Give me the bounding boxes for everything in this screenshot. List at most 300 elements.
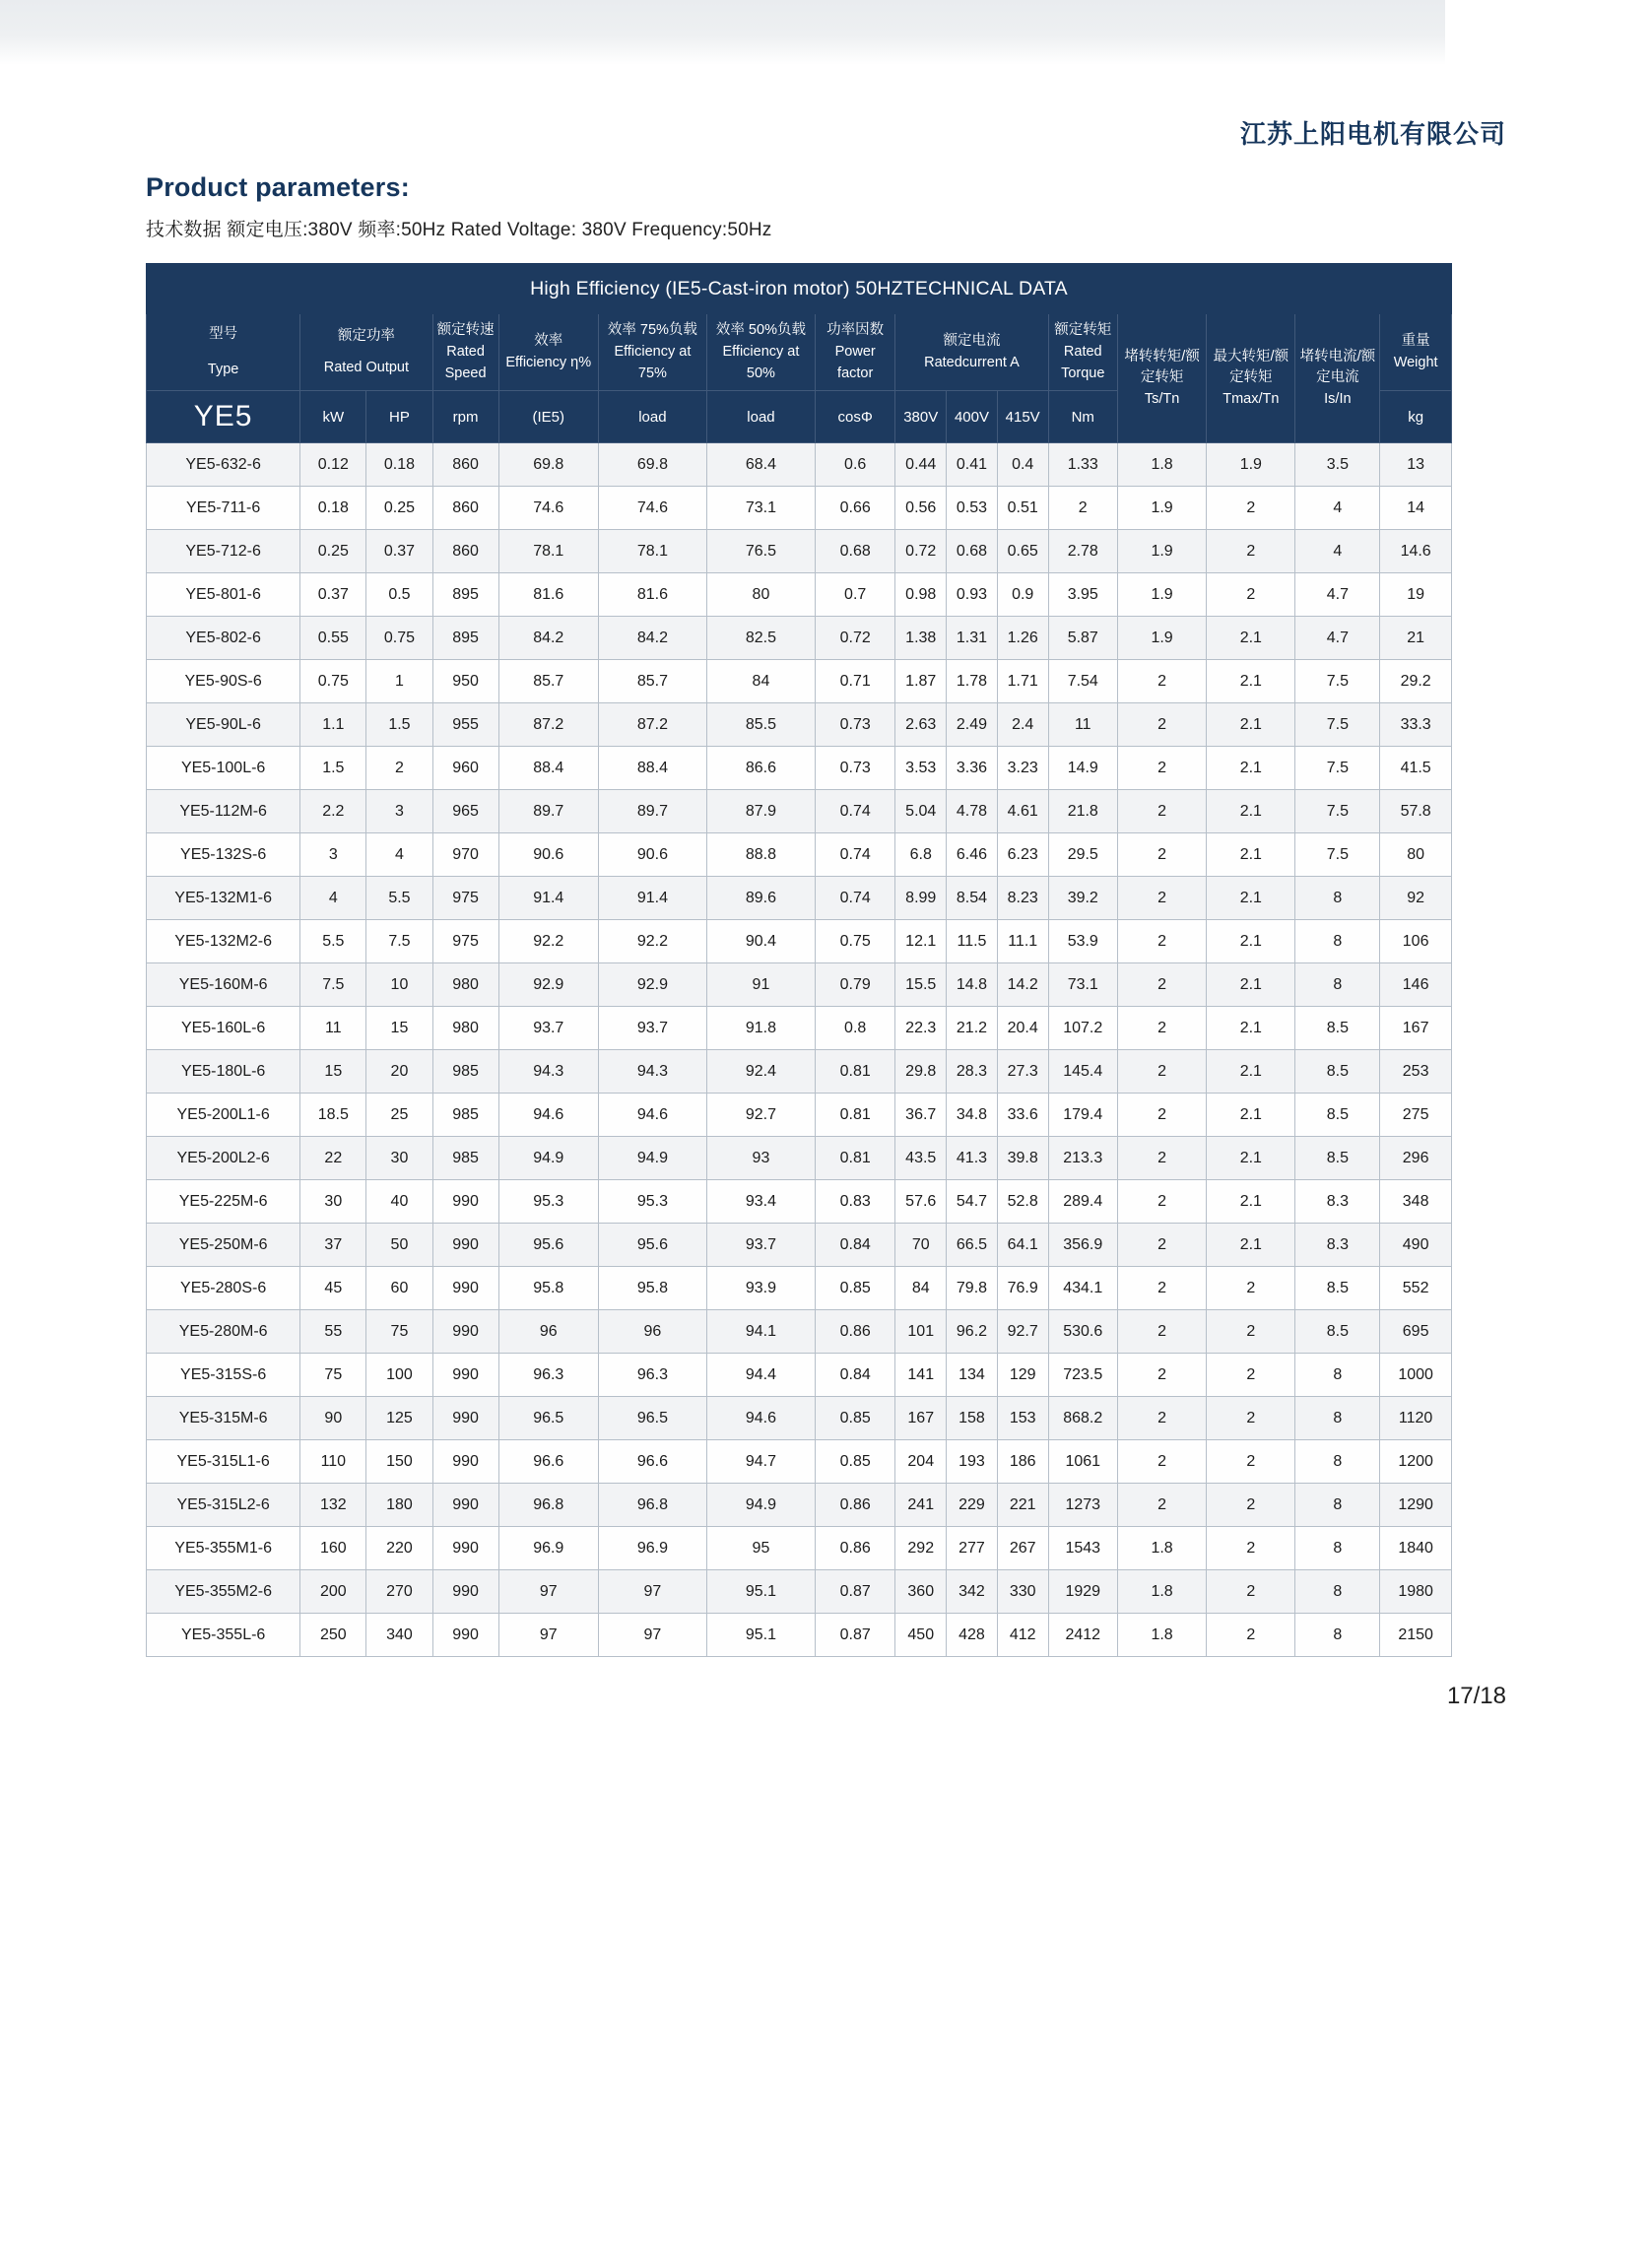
table-cell: 0.71 bbox=[815, 660, 894, 703]
table-row bbox=[147, 617, 1452, 660]
table-cell: 1.31 bbox=[947, 617, 998, 660]
table-cell: 69.8 bbox=[598, 443, 706, 487]
table-row bbox=[147, 1137, 1452, 1180]
table-cell: 8 bbox=[1295, 920, 1380, 963]
table-cell: 2 bbox=[1117, 1397, 1206, 1440]
table-cell: 2.63 bbox=[895, 703, 947, 747]
table-cell: 94.4 bbox=[706, 1354, 815, 1397]
table-cell: 14 bbox=[1380, 487, 1452, 530]
cell-type: YE5-280S-6 bbox=[147, 1267, 300, 1310]
table-cell: 1840 bbox=[1380, 1527, 1452, 1570]
unit-power-factor: cosΦ bbox=[815, 391, 894, 443]
header-ts-tn: 堵转转矩/额定转矩 Ts/Tn bbox=[1117, 314, 1206, 443]
table-cell: 0.12 bbox=[300, 443, 366, 487]
table-cell: 95.1 bbox=[706, 1570, 815, 1614]
table-cell: 132 bbox=[300, 1484, 366, 1527]
table-cell: 18.5 bbox=[300, 1094, 366, 1137]
table-cell: 3.53 bbox=[895, 747, 947, 790]
table-cell: 55 bbox=[300, 1310, 366, 1354]
table-cell: 330 bbox=[997, 1570, 1048, 1614]
table-cell: 93.9 bbox=[706, 1267, 815, 1310]
table-cell: 0.74 bbox=[815, 833, 894, 877]
table-cell: 2.1 bbox=[1207, 877, 1295, 920]
table-cell: 1.87 bbox=[895, 660, 947, 703]
table-cell: 530.6 bbox=[1048, 1310, 1117, 1354]
table-cell: 145.4 bbox=[1048, 1050, 1117, 1094]
table-cell: 6.46 bbox=[947, 833, 998, 877]
table-cell: 2 bbox=[1117, 1440, 1206, 1484]
table-cell: 95.8 bbox=[498, 1267, 598, 1310]
unit-torque: Nm bbox=[1048, 391, 1117, 443]
table-cell: 90.6 bbox=[498, 833, 598, 877]
table-cell: 895 bbox=[432, 617, 498, 660]
table-cell: 5.87 bbox=[1048, 617, 1117, 660]
table-cell: 15 bbox=[366, 1007, 432, 1050]
table-cell: 4 bbox=[1295, 487, 1380, 530]
table-cell: 990 bbox=[432, 1527, 498, 1570]
table-cell: 1.78 bbox=[947, 660, 998, 703]
table-cell: 4.61 bbox=[997, 790, 1048, 833]
table-cell: 0.86 bbox=[815, 1484, 894, 1527]
table-cell: 41.5 bbox=[1380, 747, 1452, 790]
header-is-in: 堵转电流/额定电流 Is/In bbox=[1295, 314, 1380, 443]
table-cell: 0.74 bbox=[815, 790, 894, 833]
table-cell: 21.2 bbox=[947, 1007, 998, 1050]
table-cell: 296 bbox=[1380, 1137, 1452, 1180]
table-cell: 1290 bbox=[1380, 1484, 1452, 1527]
table-cell: 92.9 bbox=[498, 963, 598, 1007]
table-cell: 975 bbox=[432, 920, 498, 963]
table-cell: 8.5 bbox=[1295, 1050, 1380, 1094]
table-cell: 34.8 bbox=[947, 1094, 998, 1137]
cell-type: YE5-315L2-6 bbox=[147, 1484, 300, 1527]
table-cell: 80 bbox=[1380, 833, 1452, 877]
table-cell: 125 bbox=[366, 1397, 432, 1440]
table-cell: 985 bbox=[432, 1137, 498, 1180]
table-cell: 5.04 bbox=[895, 790, 947, 833]
table-cell: 30 bbox=[300, 1180, 366, 1224]
table-cell: 89.7 bbox=[498, 790, 598, 833]
table-cell: 8 bbox=[1295, 1570, 1380, 1614]
table-cell: 253 bbox=[1380, 1050, 1452, 1094]
table-cell: 2.1 bbox=[1207, 747, 1295, 790]
table-cell: 0.51 bbox=[997, 487, 1048, 530]
table-cell: 95.8 bbox=[598, 1267, 706, 1310]
table-cell: 8.5 bbox=[1295, 1094, 1380, 1137]
table-cell: 1.33 bbox=[1048, 443, 1117, 487]
table-cell: 348 bbox=[1380, 1180, 1452, 1224]
table-cell: 84 bbox=[706, 660, 815, 703]
table-cell: 4 bbox=[300, 877, 366, 920]
table-cell: 88.4 bbox=[598, 747, 706, 790]
table-cell: 94.6 bbox=[498, 1094, 598, 1137]
technical-data-table bbox=[146, 263, 1452, 1657]
table-cell: 1.9 bbox=[1117, 487, 1206, 530]
table-cell: 965 bbox=[432, 790, 498, 833]
table-cell: 96.9 bbox=[598, 1527, 706, 1570]
table-row bbox=[147, 1094, 1452, 1137]
table-cell: 552 bbox=[1380, 1267, 1452, 1310]
table-cell: 13 bbox=[1380, 443, 1452, 487]
table-cell: 90 bbox=[300, 1397, 366, 1440]
table-cell: 94.1 bbox=[706, 1310, 815, 1354]
table-cell: 1929 bbox=[1048, 1570, 1117, 1614]
table-cell: 342 bbox=[947, 1570, 998, 1614]
table-cell: 2 bbox=[1117, 747, 1206, 790]
table-cell: 1.71 bbox=[997, 660, 1048, 703]
table-cell: 990 bbox=[432, 1484, 498, 1527]
table-cell: 0.7 bbox=[815, 573, 894, 617]
table-cell: 860 bbox=[432, 443, 498, 487]
unit-weight: kg bbox=[1380, 391, 1452, 443]
cell-type: YE5-160M-6 bbox=[147, 963, 300, 1007]
cell-type: YE5-200L1-6 bbox=[147, 1094, 300, 1137]
table-cell: 92.2 bbox=[498, 920, 598, 963]
table-cell: 4.7 bbox=[1295, 617, 1380, 660]
table-cell: 2 bbox=[1117, 1050, 1206, 1094]
table-cell: 0.44 bbox=[895, 443, 947, 487]
header-rated-current: 额定电流 Ratedcurrent A bbox=[895, 314, 1048, 391]
table-cell: 1061 bbox=[1048, 1440, 1117, 1484]
table-cell: 1.8 bbox=[1117, 1527, 1206, 1570]
table-cell: 92.7 bbox=[997, 1310, 1048, 1354]
table-cell: 2 bbox=[1207, 1484, 1295, 1527]
table-cell: 6.8 bbox=[895, 833, 947, 877]
table-cell: 0.75 bbox=[815, 920, 894, 963]
table-cell: 8 bbox=[1295, 963, 1380, 1007]
table-cell: 2 bbox=[1117, 1094, 1206, 1137]
table-cell: 1.1 bbox=[300, 703, 366, 747]
table-cell: 270 bbox=[366, 1570, 432, 1614]
table-cell: 3 bbox=[300, 833, 366, 877]
table-cell: 28.3 bbox=[947, 1050, 998, 1094]
table-row bbox=[147, 747, 1452, 790]
table-cell: 84.2 bbox=[598, 617, 706, 660]
unit-rpm: rpm bbox=[432, 391, 498, 443]
table-cell: 7.5 bbox=[1295, 747, 1380, 790]
table-cell: 96.9 bbox=[498, 1527, 598, 1570]
table-cell: 2 bbox=[1207, 1440, 1295, 1484]
table-row bbox=[147, 1224, 1452, 1267]
table-cell: 14.2 bbox=[997, 963, 1048, 1007]
table-cell: 275 bbox=[1380, 1094, 1452, 1137]
table-row bbox=[147, 573, 1452, 617]
table-cell: 52.8 bbox=[997, 1180, 1048, 1224]
table-cell: 950 bbox=[432, 660, 498, 703]
table-cell: 45 bbox=[300, 1267, 366, 1310]
table-cell: 81.6 bbox=[598, 573, 706, 617]
cell-type: YE5-200L2-6 bbox=[147, 1137, 300, 1180]
table-cell: 41.3 bbox=[947, 1137, 998, 1180]
header-rated-torque: 额定转矩 Rated Torque bbox=[1048, 314, 1117, 391]
unit-current-400v: 400V bbox=[947, 391, 998, 443]
table-cell: 0.65 bbox=[997, 530, 1048, 573]
table-cell: 1.5 bbox=[300, 747, 366, 790]
table-cell: 57.8 bbox=[1380, 790, 1452, 833]
table-cell: 0.68 bbox=[947, 530, 998, 573]
table-cell: 85.7 bbox=[498, 660, 598, 703]
table-row bbox=[147, 1354, 1452, 1397]
table-cell: 2.4 bbox=[997, 703, 1048, 747]
unit-efficiency: (IE5) bbox=[498, 391, 598, 443]
table-cell: 200 bbox=[300, 1570, 366, 1614]
table-cell: 2.1 bbox=[1207, 920, 1295, 963]
table-cell: 94.6 bbox=[598, 1094, 706, 1137]
table-cell: 0.68 bbox=[815, 530, 894, 573]
table-cell: 14.9 bbox=[1048, 747, 1117, 790]
table-cell: 1.9 bbox=[1117, 573, 1206, 617]
table-cell: 860 bbox=[432, 487, 498, 530]
table-cell: 40 bbox=[366, 1180, 432, 1224]
table-cell: 95.3 bbox=[498, 1180, 598, 1224]
table-cell: 0.25 bbox=[366, 487, 432, 530]
table-cell: 21.8 bbox=[1048, 790, 1117, 833]
cell-type: YE5-250M-6 bbox=[147, 1224, 300, 1267]
table-cell: 8.5 bbox=[1295, 1267, 1380, 1310]
table-cell: 990 bbox=[432, 1354, 498, 1397]
table-cell: 990 bbox=[432, 1180, 498, 1224]
table-cell: 2 bbox=[1207, 1267, 1295, 1310]
table-row bbox=[147, 790, 1452, 833]
table-row bbox=[147, 1527, 1452, 1570]
table-cell: 96.6 bbox=[598, 1440, 706, 1484]
table-cell: 2.1 bbox=[1207, 963, 1295, 1007]
table-cell: 8 bbox=[1295, 1440, 1380, 1484]
table-cell: 0.84 bbox=[815, 1354, 894, 1397]
table-cell: 960 bbox=[432, 747, 498, 790]
table-cell: 21 bbox=[1380, 617, 1452, 660]
table-cell: 0.85 bbox=[815, 1267, 894, 1310]
table-cell: 990 bbox=[432, 1224, 498, 1267]
table-cell: 0.81 bbox=[815, 1137, 894, 1180]
table-cell: 107.2 bbox=[1048, 1007, 1117, 1050]
table-cell: 94.3 bbox=[598, 1050, 706, 1094]
table-cell: 92.7 bbox=[706, 1094, 815, 1137]
table-cell: 1543 bbox=[1048, 1527, 1117, 1570]
table-cell: 69.8 bbox=[498, 443, 598, 487]
table-cell: 79.8 bbox=[947, 1267, 998, 1310]
table-cell: 94.9 bbox=[498, 1137, 598, 1180]
table-cell: 1.8 bbox=[1117, 443, 1206, 487]
table-row bbox=[147, 877, 1452, 920]
table-cell: 84 bbox=[895, 1267, 947, 1310]
table-cell: 90.6 bbox=[598, 833, 706, 877]
table-cell: 146 bbox=[1380, 963, 1452, 1007]
table-cell: 975 bbox=[432, 877, 498, 920]
table-cell: 78.1 bbox=[498, 530, 598, 573]
cell-type: YE5-711-6 bbox=[147, 487, 300, 530]
table-cell: 2 bbox=[1117, 920, 1206, 963]
table-cell: 29.5 bbox=[1048, 833, 1117, 877]
table-cell: 7.5 bbox=[300, 963, 366, 1007]
table-cell: 3.5 bbox=[1295, 443, 1380, 487]
table-cell: 0.25 bbox=[300, 530, 366, 573]
table-cell: 82.5 bbox=[706, 617, 815, 660]
table-cell: 29.8 bbox=[895, 1050, 947, 1094]
table-cell: 85.7 bbox=[598, 660, 706, 703]
table-cell: 3.36 bbox=[947, 747, 998, 790]
company-name: 江苏上阳电机有限公司 bbox=[1239, 119, 1506, 149]
table-cell: 2.1 bbox=[1207, 833, 1295, 877]
table-cell: 985 bbox=[432, 1094, 498, 1137]
table-cell: 2.1 bbox=[1207, 617, 1295, 660]
table-cell: 186 bbox=[997, 1440, 1048, 1484]
cell-type: YE5-712-6 bbox=[147, 530, 300, 573]
table-cell: 96.5 bbox=[598, 1397, 706, 1440]
table-cell: 160 bbox=[300, 1527, 366, 1570]
cell-type: YE5-180L-6 bbox=[147, 1050, 300, 1094]
table-cell: 0.84 bbox=[815, 1224, 894, 1267]
table-cell: 2 bbox=[1207, 1527, 1295, 1570]
cell-type: YE5-315L1-6 bbox=[147, 1440, 300, 1484]
table-cell: 0.66 bbox=[815, 487, 894, 530]
table-cell: 141 bbox=[895, 1354, 947, 1397]
table-cell: 2.1 bbox=[1207, 1224, 1295, 1267]
table-cell: 695 bbox=[1380, 1310, 1452, 1354]
table-cell: 53.9 bbox=[1048, 920, 1117, 963]
cell-type: YE5-355M2-6 bbox=[147, 1570, 300, 1614]
table-cell: 89.6 bbox=[706, 877, 815, 920]
unit-efficiency-75: load bbox=[598, 391, 706, 443]
table-cell: 2 bbox=[1207, 1614, 1295, 1657]
table-cell: 91.4 bbox=[598, 877, 706, 920]
table-cell: 95.6 bbox=[498, 1224, 598, 1267]
table-cell: 11.5 bbox=[947, 920, 998, 963]
table-row bbox=[147, 1484, 1452, 1527]
table-cell: 2 bbox=[1048, 487, 1117, 530]
table-cell: 2 bbox=[1117, 877, 1206, 920]
table-cell: 8.54 bbox=[947, 877, 998, 920]
table-cell: 19 bbox=[1380, 573, 1452, 617]
table-cell: 3.23 bbox=[997, 747, 1048, 790]
table-cell: 2412 bbox=[1048, 1614, 1117, 1657]
table-cell: 96.5 bbox=[498, 1397, 598, 1440]
header-efficiency-50: 效率 50%负载 Efficiency at 50% bbox=[706, 314, 815, 391]
table-cell: 868.2 bbox=[1048, 1397, 1117, 1440]
table-cell: 7.5 bbox=[1295, 660, 1380, 703]
header-rated-speed: 额定转速 Rated Speed bbox=[432, 314, 498, 391]
table-cell: 2.2 bbox=[300, 790, 366, 833]
table-cell: 1.38 bbox=[895, 617, 947, 660]
table-cell: 428 bbox=[947, 1614, 998, 1657]
table-cell: 7.54 bbox=[1048, 660, 1117, 703]
table-cell: 0.18 bbox=[366, 443, 432, 487]
unit-hp: HP bbox=[366, 391, 432, 443]
table-cell: 0.6 bbox=[815, 443, 894, 487]
table-cell: 0.56 bbox=[895, 487, 947, 530]
table-cell: 66.5 bbox=[947, 1224, 998, 1267]
table-cell: 1.5 bbox=[366, 703, 432, 747]
table-cell: 54.7 bbox=[947, 1180, 998, 1224]
table-cell: 22 bbox=[300, 1137, 366, 1180]
table-cell: 37 bbox=[300, 1224, 366, 1267]
cell-type: YE5-90L-6 bbox=[147, 703, 300, 747]
table-cell: 0.73 bbox=[815, 703, 894, 747]
table-cell: 0.41 bbox=[947, 443, 998, 487]
table-cell: 33.6 bbox=[997, 1094, 1048, 1137]
cell-type: YE5-100L-6 bbox=[147, 747, 300, 790]
unit-efficiency-50: load bbox=[706, 391, 815, 443]
table-body bbox=[147, 443, 1452, 1657]
table-cell: 193 bbox=[947, 1440, 998, 1484]
table-cell: 92.2 bbox=[598, 920, 706, 963]
table-cell: 95.6 bbox=[598, 1224, 706, 1267]
table-cell: 91.4 bbox=[498, 877, 598, 920]
table-cell: 93 bbox=[706, 1137, 815, 1180]
table-cell: 204 bbox=[895, 1440, 947, 1484]
table-cell: 292 bbox=[895, 1527, 947, 1570]
unit-current-380v: 380V bbox=[895, 391, 947, 443]
table-cell: 87.9 bbox=[706, 790, 815, 833]
table-cell: 153 bbox=[997, 1397, 1048, 1440]
table-cell: 2 bbox=[366, 747, 432, 790]
table-row bbox=[147, 1310, 1452, 1354]
cell-type: YE5-225M-6 bbox=[147, 1180, 300, 1224]
table-cell: 96.8 bbox=[598, 1484, 706, 1527]
cell-type: YE5-801-6 bbox=[147, 573, 300, 617]
table-cell: 96 bbox=[598, 1310, 706, 1354]
table-cell: 0.74 bbox=[815, 877, 894, 920]
table-cell: 89.7 bbox=[598, 790, 706, 833]
table-cell: 97 bbox=[498, 1570, 598, 1614]
table-cell: 1273 bbox=[1048, 1484, 1117, 1527]
cell-type: YE5-112M-6 bbox=[147, 790, 300, 833]
table-cell: 15 bbox=[300, 1050, 366, 1094]
table-cell: 110 bbox=[300, 1440, 366, 1484]
table-cell: 158 bbox=[947, 1397, 998, 1440]
table-cell: 1120 bbox=[1380, 1397, 1452, 1440]
page-title: Product parameters: bbox=[146, 172, 410, 202]
table-cell: 78.1 bbox=[598, 530, 706, 573]
table-cell: 0.79 bbox=[815, 963, 894, 1007]
table-cell: 20.4 bbox=[997, 1007, 1048, 1050]
table-cell: 0.73 bbox=[815, 747, 894, 790]
brand-cell: YE5 bbox=[147, 391, 300, 443]
table-cell: 990 bbox=[432, 1614, 498, 1657]
table-row bbox=[147, 1267, 1452, 1310]
table-cell: 2.1 bbox=[1207, 790, 1295, 833]
table-cell: 990 bbox=[432, 1310, 498, 1354]
table-cell: 96.8 bbox=[498, 1484, 598, 1527]
table-cell: 229 bbox=[947, 1484, 998, 1527]
table-cell: 87.2 bbox=[498, 703, 598, 747]
page-number: 17/18 bbox=[1446, 1683, 1506, 1710]
table-cell: 8.5 bbox=[1295, 1310, 1380, 1354]
cell-type: YE5-90S-6 bbox=[147, 660, 300, 703]
unit-kw: kW bbox=[300, 391, 366, 443]
table-row bbox=[147, 920, 1452, 963]
table-row bbox=[147, 1050, 1452, 1094]
table-cell: 0.98 bbox=[895, 573, 947, 617]
table-cell: 179.4 bbox=[1048, 1094, 1117, 1137]
cell-type: YE5-132M2-6 bbox=[147, 920, 300, 963]
table-cell: 5.5 bbox=[300, 920, 366, 963]
table-cell: 92.4 bbox=[706, 1050, 815, 1094]
header-tmax-tn: 最大转矩/额定转矩 Tmax/Tn bbox=[1207, 314, 1295, 443]
table-cell: 95.1 bbox=[706, 1614, 815, 1657]
table-cell: 4.7 bbox=[1295, 573, 1380, 617]
cell-type: YE5-280M-6 bbox=[147, 1310, 300, 1354]
table-cell: 970 bbox=[432, 833, 498, 877]
table-cell: 412 bbox=[997, 1614, 1048, 1657]
table-cell: 990 bbox=[432, 1570, 498, 1614]
table-cell: 356.9 bbox=[1048, 1224, 1117, 1267]
table-row bbox=[147, 1397, 1452, 1440]
header-efficiency: 效率 Efficiency η% bbox=[498, 314, 598, 391]
table-cell: 100 bbox=[366, 1354, 432, 1397]
table-cell: 0.86 bbox=[815, 1527, 894, 1570]
table-cell: 267 bbox=[997, 1527, 1048, 1570]
